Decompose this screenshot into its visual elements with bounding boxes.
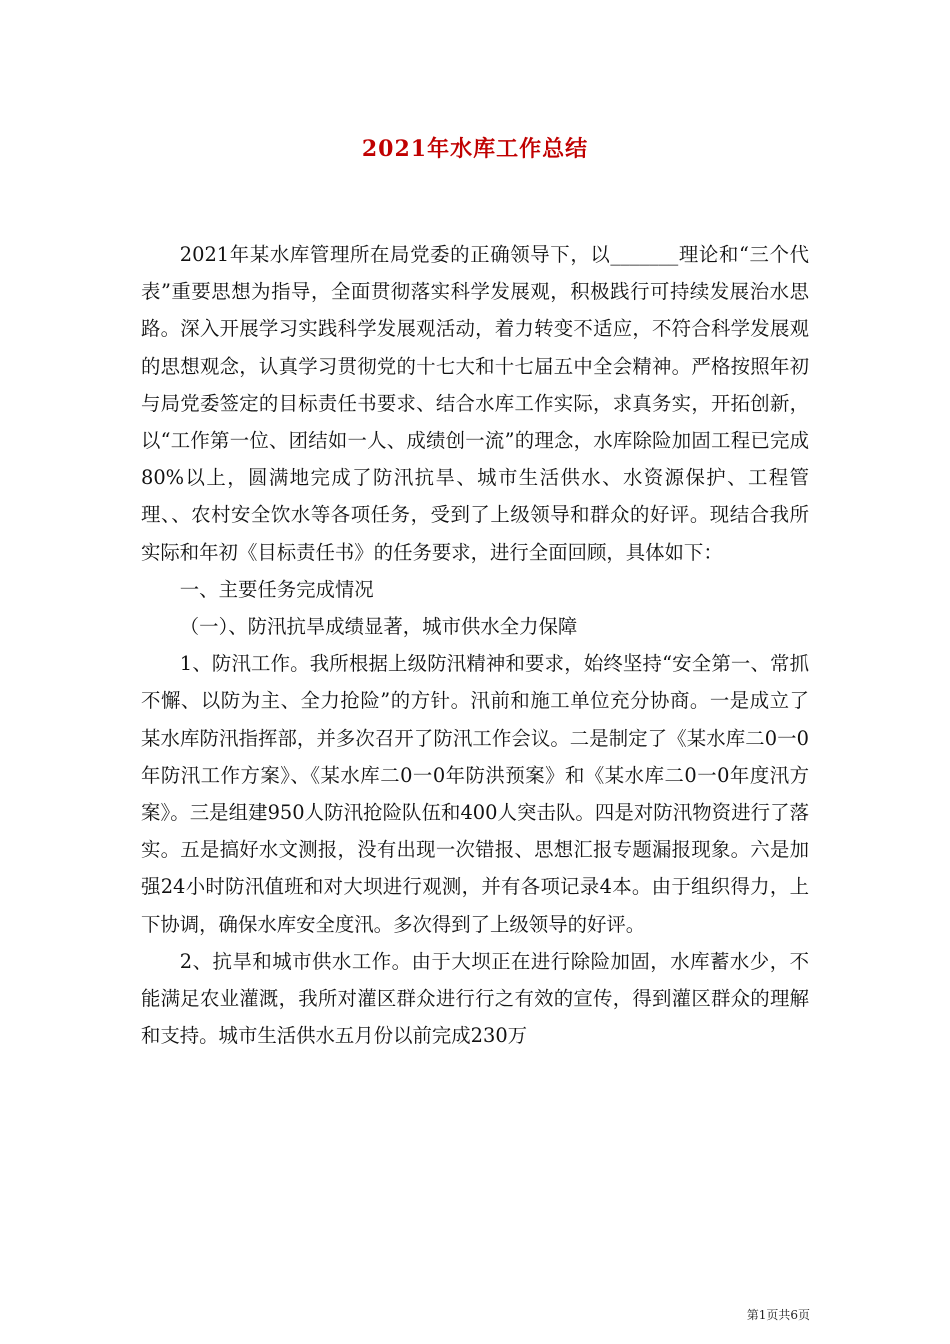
subsection-heading: （一）、防汛抗旱成绩显著，城市供水全力保障: [179, 615, 578, 639]
page-number: 第1页共6页: [746, 1308, 810, 1322]
document-body: [141, 236, 809, 1054]
paragraph-flood-control: 1、防汛工作。我所根据上级防汛精神和要求，始终坚持“安全第一、常抓不懈、以防为主、全力抢险”的方针。汛前和施工单位充分协商。一是成立了某水库防汛指挥部，并多次召开了防汛工作会议。二是制定了《某水库二0一0年防汛工作方案》、《某水库二0一0年防洪预案》和《某水库二0一0年度汛方案》。三是组建950人防汛抢险队伍和400人突击队。四是对防汛物资进行了落实。五是搞好水文测报，没有出现一次错报、思想汇报专题漏报现象。六是加强24小时防汛值班和对大坝进行观测，并有各项记录4本。由于组织得力，上下协调，确保水库安全度汛。多次得到了上级领导的好评。: [141, 652, 809, 936]
paragraph-intro: 2021年某水库管理所在局党委的正确领导下，以_______理论和“三个代表”重要思想为指导，全面贯彻落实科学发展观，积极践行可持续发展治水思路。深入开展学习实践科学发展观活动，着力转变不适应，不符合科学发展观的思想观念，认真学习贯彻党的十七大和十七届五中全会精神。严格按照年初与局党委签定的目标责任书要求、结合水库工作实际，求真务实，开拓创新，以“工作第一位、团结如一人、成绩创一流”的理念，水库除险加固工程已完成80%以上，圆满地完成了防汛抗旱、城市生活供水、水资源保护、工程管理、、农村安全饮水等各项任务，受到了上级领导和群众的好评。现结合我所实际和年初《目标责任书》的任务要求，进行全面回顾，具体如下：: [141, 243, 809, 564]
document-title: 2021年水库工作总结: [361, 136, 589, 162]
section-heading: 一、主要任务完成情况: [179, 577, 374, 601]
paragraph-drought-water-supply: 2、抗旱和城市供水工作。由于大坝正在进行除险加固，水库蓄水少，不能满足农业灌溉，我所对灌区群众进行行之有效的宣传，得到灌区群众的理解和支持。城市生活供水五月份以前完成230万: [141, 949, 809, 1048]
